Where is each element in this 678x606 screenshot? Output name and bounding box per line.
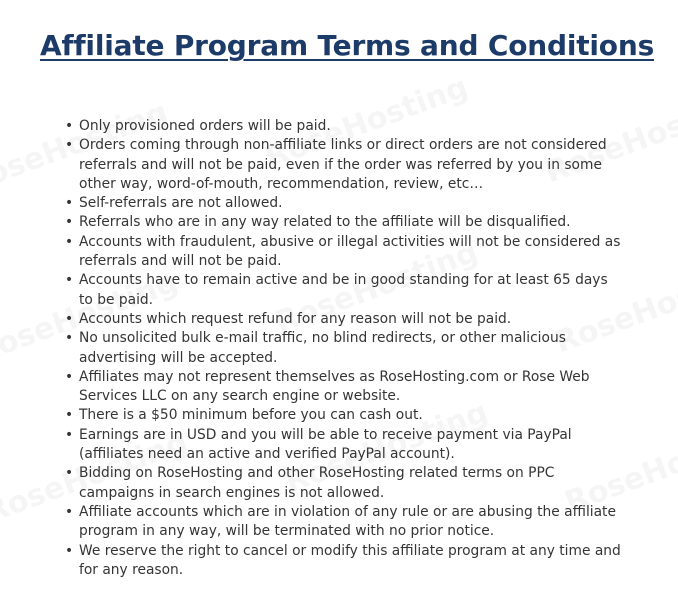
- term-text: Orders coming through non-affiliate links or direct orders are not considered referrals and will not be paid, even if the order was referred by you in some other way, word-of-mouth, recommendation, review, etc…: [79, 137, 607, 192]
- list-item: [65, 542, 624, 581]
- list-item: [65, 271, 624, 310]
- bullet-icon: •: [65, 272, 74, 289]
- list-item: [65, 213, 624, 232]
- term-text: Accounts with fraudulent, abusive or illegal activities will not be considered as referrals and will not be paid.: [79, 233, 621, 270]
- term-text: Affiliate accounts which are in violation of any rule or are abusing the affiliate program in any way, will be terminated with no prior notice.: [79, 503, 616, 540]
- bullet-icon: •: [65, 542, 74, 559]
- term-text: Accounts have to remain active and be in good standing for at least 65 days to be paid.: [79, 272, 608, 308]
- term-text: Earnings are in USD and you will be able to receive payment via PayPal (affiliates need an active and verified PayPal account).: [79, 426, 572, 463]
- bullet-icon: •: [65, 465, 74, 482]
- term-text: There is a $50 minimum before you can cash out.: [79, 407, 423, 424]
- list-item: [65, 233, 624, 272]
- term-text: Only provisioned orders will be paid.: [79, 118, 331, 134]
- list-item: [65, 117, 624, 136]
- bullet-icon: •: [65, 195, 74, 212]
- terms-list: [65, 117, 624, 580]
- list-item: [65, 426, 624, 465]
- term-text: Self-referrals are not allowed.: [79, 195, 283, 212]
- bullet-icon: •: [65, 503, 74, 520]
- bullet-icon: •: [65, 407, 74, 424]
- bullet-icon: •: [65, 233, 74, 250]
- bullet-icon: •: [65, 426, 74, 443]
- bullet-icon: •: [65, 310, 74, 327]
- list-item: [65, 329, 624, 368]
- list-item: [65, 406, 624, 425]
- term-text: No unsolicited bulk e-mail traffic, no blind redirects, or other malicious advertising will be accepted.: [79, 330, 566, 366]
- bullet-icon: •: [65, 330, 74, 347]
- bullet-icon: •: [65, 368, 74, 385]
- term-text: Accounts which request refund for any reason will not be paid.: [79, 310, 512, 327]
- page-title: Affiliate Program Terms and Conditions: [40, 29, 655, 62]
- bullet-icon: •: [65, 137, 74, 154]
- list-item: [65, 464, 624, 503]
- bullet-icon: •: [65, 118, 74, 134]
- list-item: [65, 194, 624, 213]
- bullet-icon: •: [65, 214, 74, 231]
- term-text: We reserve the right to cancel or modify this affiliate program at any time and for any reason.: [79, 542, 621, 578]
- list-item: [65, 503, 624, 542]
- list-item: [65, 310, 624, 329]
- term-text: Referrals who are in any way related to the affiliate will be disqualified.: [79, 214, 571, 231]
- term-text: Bidding on RoseHosting and other RoseHosting related terms on PPC campaigns in search engines is not allowed.: [79, 465, 555, 501]
- list-item: [65, 368, 624, 407]
- term-text: Affiliates may not represent themselves as RoseHosting.com or Rose Web Services LLC on any search engine or website.: [79, 368, 590, 405]
- list-item: [65, 136, 624, 194]
